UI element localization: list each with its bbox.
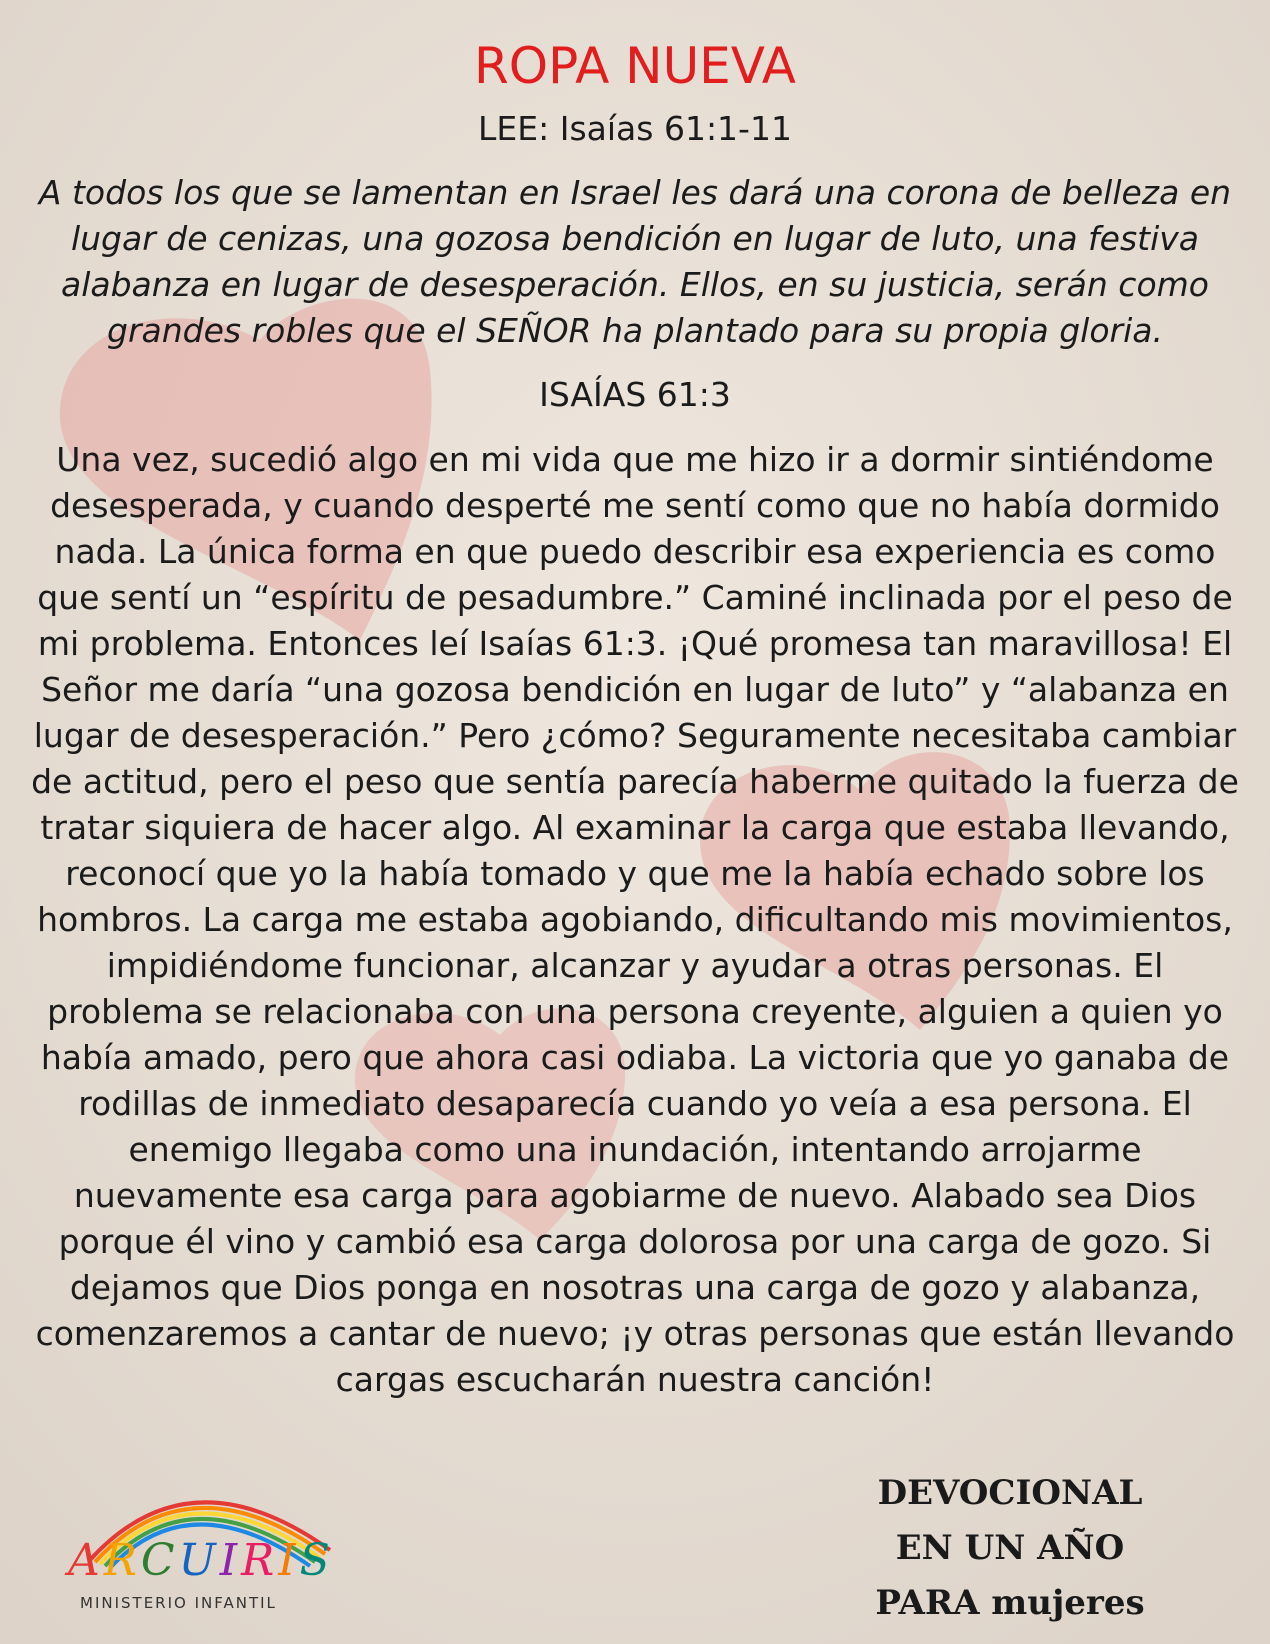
devotional-body: Una vez, sucedió algo en mi vida que me hizo ir a dormir sintiéndome desesperada, y cuando desperté me sentí como que no había dormido nada. La única forma en que puedo describir esa experiencia es como que sentí un “espíritu de pesadumbre.” Caminé inclinada por el peso de mi problema. Entonces leí Isaías 61:3. ¡Qué promesa tan maravillosa! El Señor me daría “una gozosa bendición en lugar de luto” y “alabanza en lugar de desesperación.” Pero ¿cómo? Seguramente necesitaba cambiar de actitud, pero el peso que sentía parecía haberme quitado la fuerza de tratar siquiera de hacer algo. Al examinar la carga que estaba llevando, reconocí que yo la había tomado y que me la había echado sobre los hombros. La carga me estaba agobiando, dificultando mis movimientos, impidiéndome funcionar, alcanzar y ayudar a otras personas. El problema se relacionaba con una persona creyente, alguien a quien yo había amado, pero que ahora casi odiaba. La victoria que yo ganaba de rodillas de inmediato desaparecía cuando yo veía a esa persona. El enemigo llegaba como una inundación, intentando arrojarme nuevamente esa carga para agobiarme de nuevo. Alabado sea Dios porque él vino y cambió esa carga dolorosa por una carga de gozo. Si dejamos que Dios ponga en nosotras una carga de gozo y alabanza, comenzaremos a cantar de nuevo; ¡y otras personas que están llevando cargas escucharán nuestra canción! — [31, 440, 1239, 1399]
logo-subtitle: MINISTERIO INFANTIL — [80, 1594, 277, 1612]
page-title: ROPA NUEVA — [474, 37, 796, 95]
logo-wordmark: ARCUIRIS — [68, 1535, 334, 1586]
book-title-line-3: PARA mujeres — [875, 1583, 1145, 1623]
reading-reference: LEE: Isaías 61:1-11 — [478, 109, 792, 148]
book-title-line-2: EN UN AÑO — [895, 1528, 1125, 1568]
arcoiris-logo — [50, 1460, 350, 1630]
book-title — [860, 1466, 1160, 1631]
key-verse: A todos los que se lamentan en Israel les dará una corona de belleza en lugar de cenizas, una gozosa bendición en lugar de luto, una festiva alabanza en lugar de desesperación. Ellos, en su justicia, serán como grandes robles que el SEÑOR ha plantado para su propia gloria. — [38, 173, 1232, 350]
verse-reference: ISAÍAS 61:3 — [539, 375, 731, 414]
book-title-line-1: DEVOCIONAL — [877, 1473, 1143, 1513]
